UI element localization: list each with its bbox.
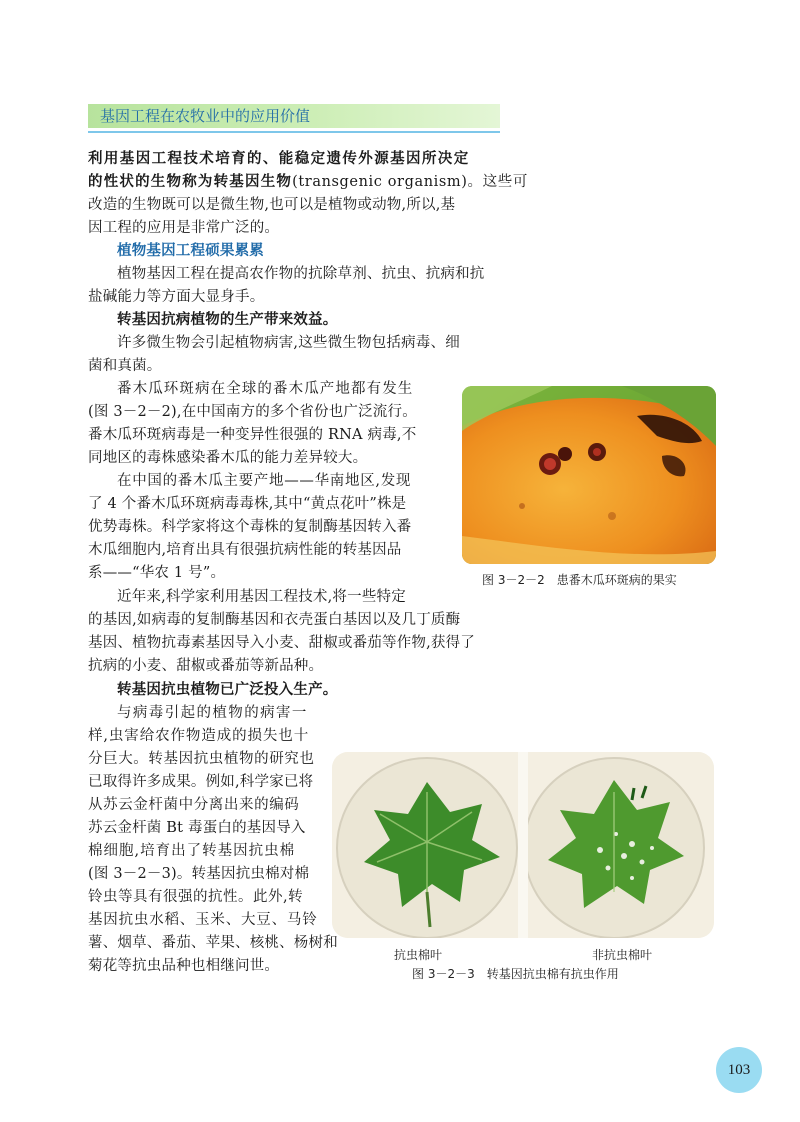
insect-line-6: 苏云金杆菌 Bt 毒蛋白的基因导入	[88, 820, 306, 836]
disease-line-4: (图 3－2－2),在中国南方的多个省份也广泛流行。	[88, 404, 417, 420]
papaya-photo	[462, 386, 716, 564]
disease-line-15: 抗病的小麦、甜椒或番茄等新品种。	[88, 658, 324, 674]
cotton-illustration	[332, 752, 714, 938]
insect-line-10: 基因抗虫水稻、玉米、大豆、马铃	[88, 912, 318, 928]
disease-line-3: 番木瓜环斑病在全球的番木瓜产地都有发生	[117, 381, 414, 397]
plant-line-2: 盐碱能力等方面大显身手。	[88, 289, 265, 305]
cotton-photo	[332, 752, 714, 938]
disease-line-5: 番木瓜环斑病毒是一种变异性很强的 RNA 病毒,不	[88, 427, 417, 443]
section-header-rule	[88, 131, 500, 133]
disease-line-11: 系——“华农 1 号”。	[88, 565, 226, 581]
insect-line-12: 菊花等抗虫品种也相继问世。	[88, 958, 280, 974]
page-number: 103	[716, 1047, 762, 1093]
insect-line-11: 薯、烟草、番茄、苹果、核桃、杨树和	[88, 935, 338, 951]
section-title: 基因工程在农牧业中的应用价值	[100, 107, 311, 125]
insect-line-1: 与病毒引起的植物的病害一	[117, 705, 308, 721]
intro-line-2-rest: (transgenic organism)。这些可	[292, 174, 528, 190]
insect-line-8: (图 3－2－3)。转基因抗虫棉对棉	[88, 866, 310, 882]
insect-line-3: 分巨大。转基因抗虫植物的研究也	[88, 751, 315, 767]
disease-line-12: 近年来,科学家利用基因工程技术,将一些特定	[117, 589, 406, 605]
disease-line-14: 基因、植物抗毒素基因导入小麦、甜椒或番茄等作物,获得了	[88, 635, 476, 651]
figure-caption-cotton: 图 3－2－3 转基因抗虫棉有抗虫作用	[412, 967, 619, 981]
cotton-label-resistant: 抗虫棉叶	[394, 948, 443, 962]
plant-heading: 植物基因工程硕果累累	[117, 243, 264, 259]
figure-caption-papaya: 图 3－2－2 患番木瓜环斑病的果实	[482, 573, 677, 587]
disease-line-13: 的基因,如病毒的复制酶基因和衣壳蛋白基因以及几丁质酶	[88, 612, 461, 628]
insect-heading: 转基因抗虫植物已广泛投入生产。	[117, 682, 338, 698]
insect-line-7: 棉细胞,培育出了转基因抗虫棉	[88, 843, 296, 859]
cotton-label-nonresistant: 非抗虫棉叶	[592, 948, 653, 962]
disease-line-9: 优势毒株。科学家将这个毒株的复制酶基因转入番	[88, 519, 412, 535]
intro-line-2-bold: 的性状的生物称为转基因生物	[88, 174, 293, 190]
disease-line-1: 许多微生物会引起植物病害,这些微生物包括病毒、细	[117, 335, 460, 351]
disease-line-2: 菌和真菌。	[88, 358, 162, 374]
intro-line-2	[88, 170, 528, 191]
disease-line-8: 了 4 个番木瓜环斑病毒毒株,其中“黄点花叶”株是	[88, 496, 407, 512]
intro-line-4: 因工程的应用是非常广泛的。	[88, 220, 280, 236]
disease-heading: 转基因抗病植物的生产带来效益。	[117, 312, 338, 328]
intro-line-1: 利用基因工程技术培育的、能稳定遗传外源基因所决定	[88, 151, 470, 167]
insect-line-9: 铃虫等具有很强的抗性。此外,转	[88, 889, 304, 905]
intro-line-3: 改造的生物既可以是微生物,也可以是植物或动物,所以,基	[88, 197, 456, 213]
insect-line-5: 从苏云金杆菌中分离出来的编码	[88, 797, 300, 813]
plant-line-1: 植物基因工程在提高农作物的抗除草剂、抗虫、抗病和抗	[117, 266, 485, 282]
disease-line-7: 在中国的番木瓜主要产地——华南地区,发现	[117, 473, 412, 489]
papaya-illustration	[462, 386, 716, 564]
insect-line-2: 样,虫害给农作物造成的损失也十	[88, 728, 310, 744]
disease-line-6: 同地区的毒株感染番木瓜的能力差异较大。	[88, 450, 368, 466]
disease-line-10: 木瓜细胞内,培育出具有很强抗病性能的转基因品	[88, 542, 402, 558]
insect-line-4: 已取得许多成果。例如,科学家已将	[88, 774, 314, 790]
